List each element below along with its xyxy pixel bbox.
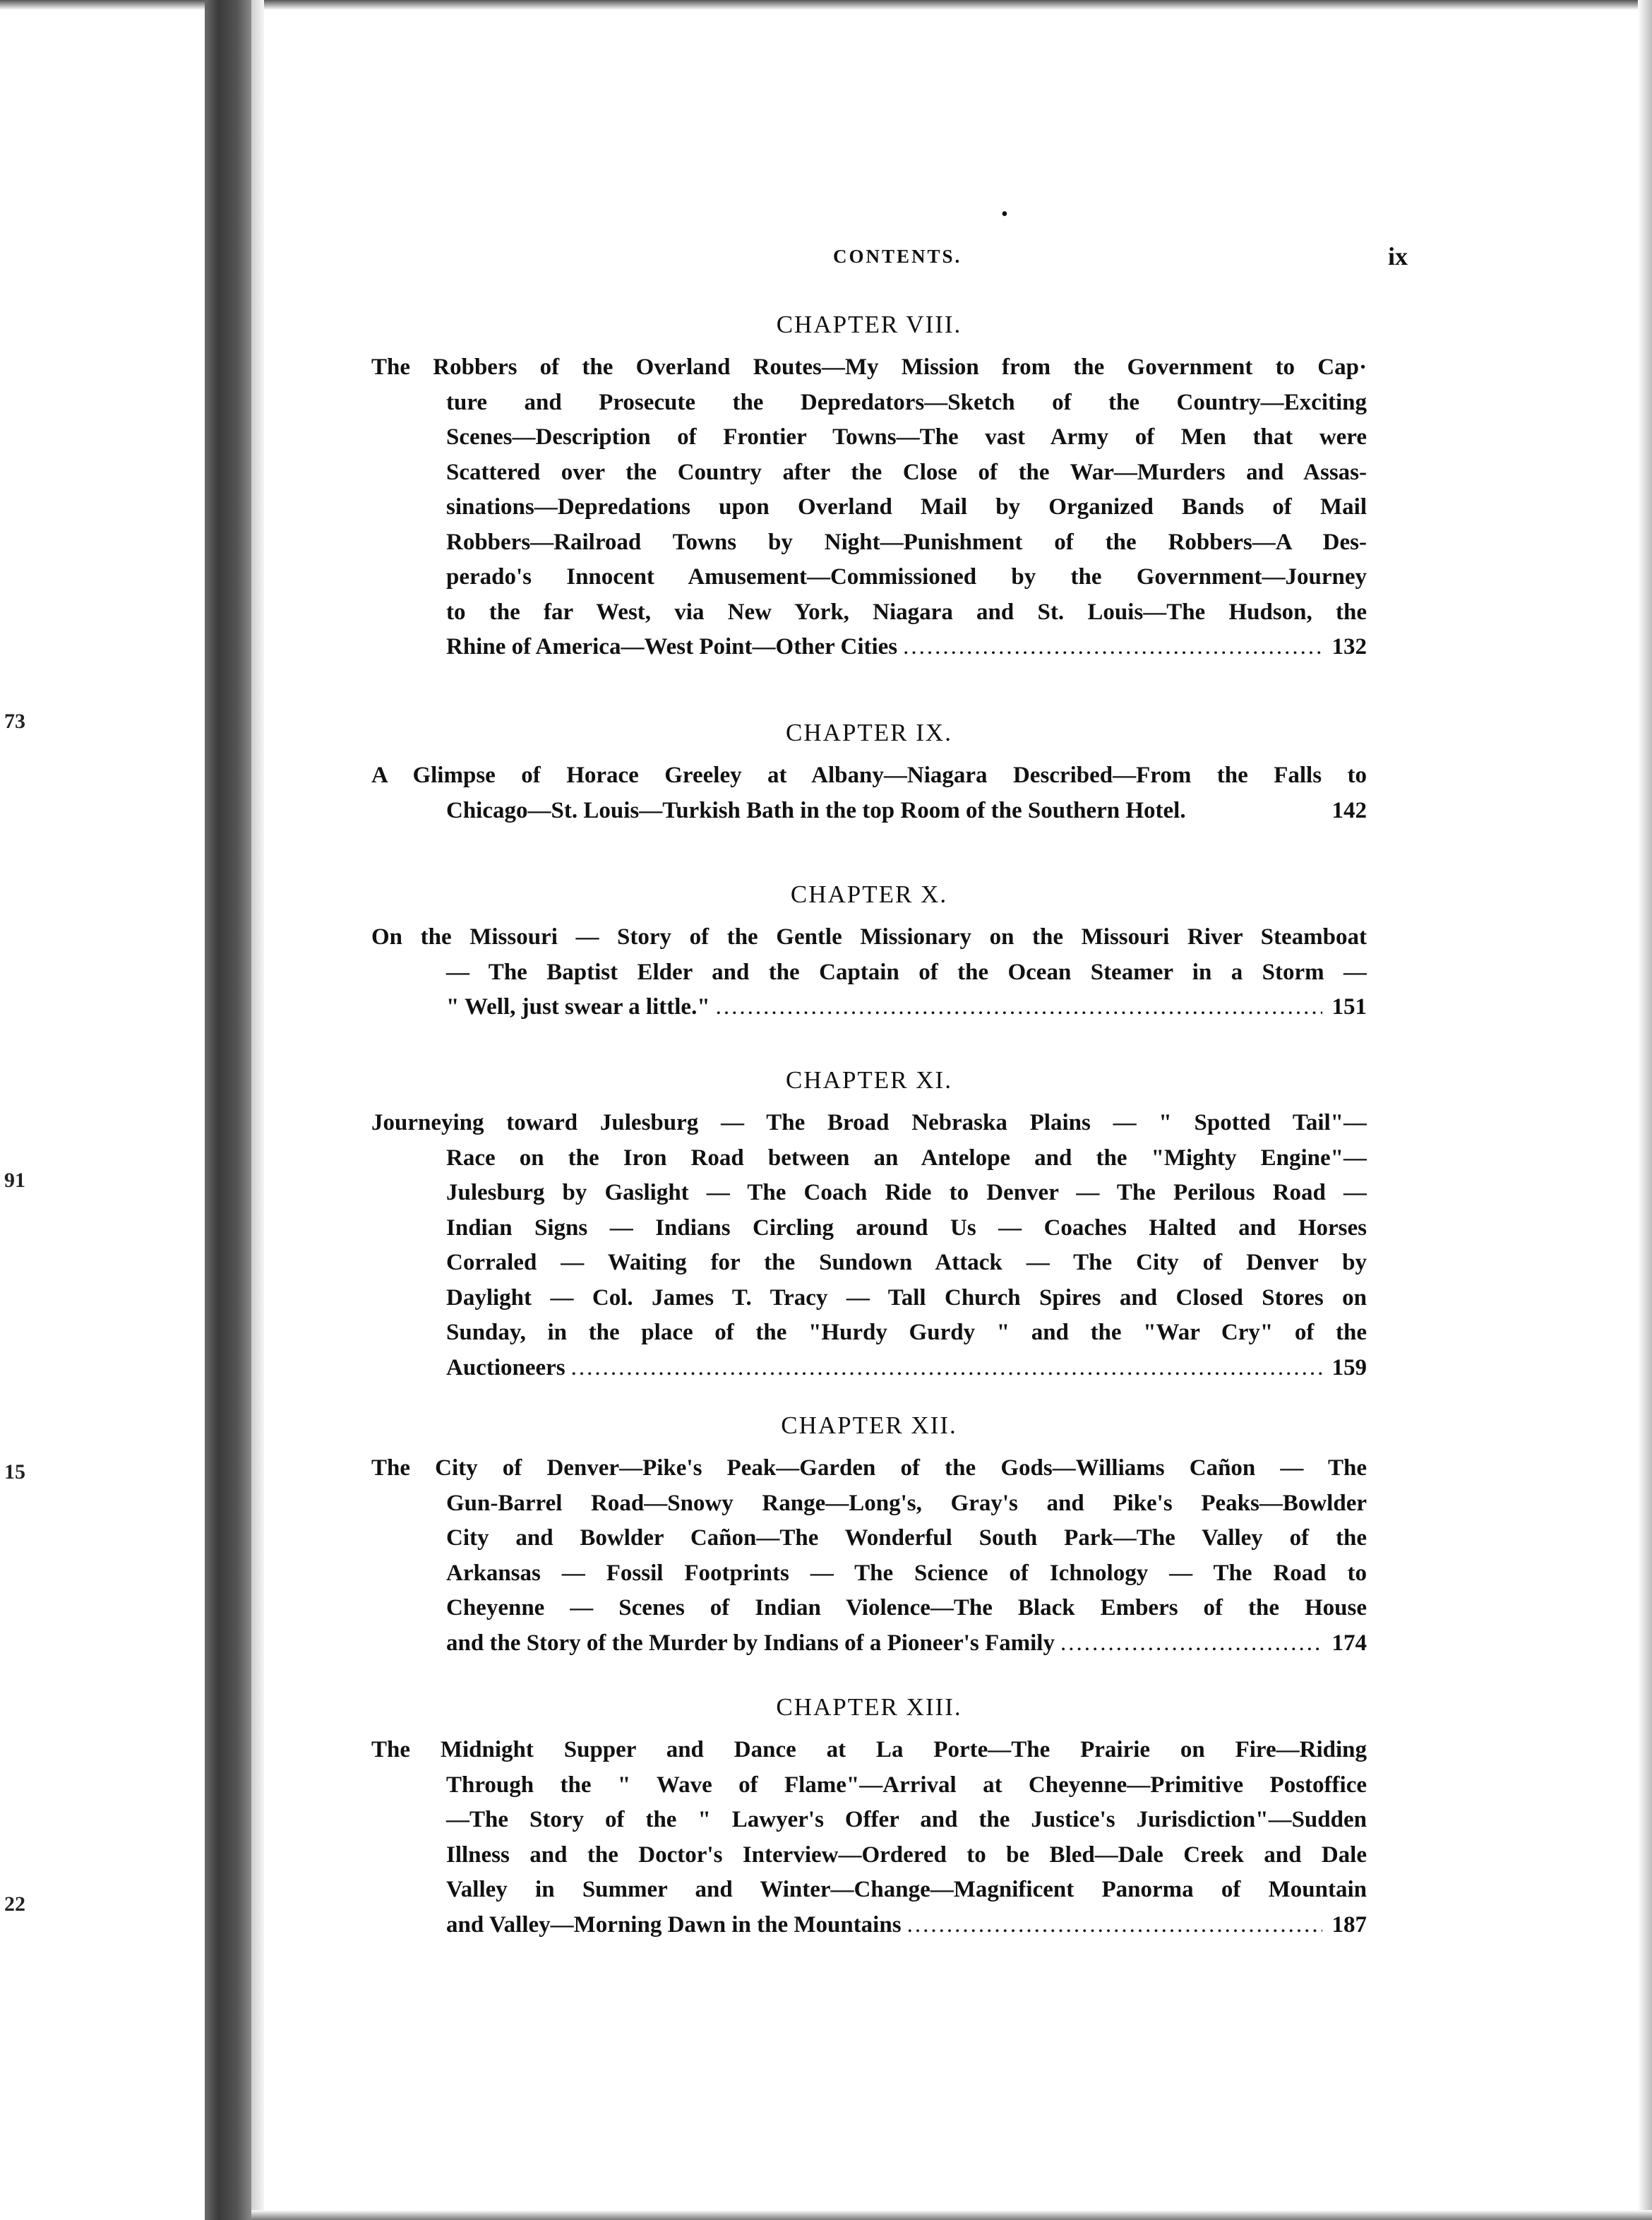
synopsis-line: City and Bowlder Cañon—The Wonderful South Park—The Valley of the	[446, 1525, 1367, 1551]
dot-leader	[907, 1908, 1322, 1943]
synopsis-last-line	[371, 1351, 1367, 1386]
synopsis-line: sinations—Depredations upon Overland Mail by Organized Bands of Mail	[446, 494, 1367, 520]
page-number: 151	[1331, 994, 1367, 1020]
chapter-entry	[371, 719, 1367, 828]
spine-edge	[251, 0, 264, 2220]
chapter-synopsis	[371, 920, 1367, 1025]
chapter-entry	[371, 1066, 1367, 1385]
synopsis-line-text: Chicago—St. Louis—Turkish Bath in the top Room of the Southern Hotel.	[446, 797, 1186, 823]
page-number: 174	[1331, 1630, 1367, 1656]
left-page-number: 73	[4, 710, 25, 733]
left-page-fragment	[0, 0, 205, 2220]
synopsis-line: Robbers—Railroad Towns by Night—Punishment of the Robbers—A Des-	[446, 529, 1367, 555]
synopsis-last-line	[371, 990, 1367, 1025]
dot-leader	[903, 630, 1322, 665]
page-number: 132	[1331, 634, 1367, 660]
synopsis-line: ture and Prosecute the Depredators—Sketch of the Country—Exciting	[446, 389, 1367, 415]
chapter-synopsis	[371, 1733, 1367, 1942]
synopsis-line-text: and Valley—Morning Dawn in the Mountains	[446, 1911, 902, 1938]
chapter-entry	[371, 311, 1367, 665]
synopsis-line: Journeying toward Julesburg — The Broad Nebraska Plains — " Spotted Tail"—	[371, 1110, 1367, 1135]
chapter-entry	[371, 1412, 1367, 1661]
dot-leader	[1060, 1626, 1322, 1661]
chapter-title: CHAPTER X.	[790, 881, 948, 908]
synopsis-line: Valley in Summer and Winter—Change—Magnificent Panorma of Mountain	[446, 1877, 1367, 1902]
synopsis-last-line	[371, 794, 1367, 829]
synopsis-line: Race on the Iron Road between an Antelope and the "Mighty Engine"—	[446, 1145, 1367, 1171]
ink-speck: •	[1001, 203, 1008, 225]
synopsis-line-text: and the Story of the Murder by Indians of a Pioneer's Family	[446, 1630, 1055, 1656]
synopsis-line: Arkansas — Fossil Footprints — The Science of Ichnology — The Road to	[446, 1560, 1367, 1586]
left-page-number: 91	[4, 1169, 25, 1192]
synopsis-line: Sunday, in the place of the "Hurdy Gurdy " and the "War Cry" of the	[446, 1320, 1367, 1345]
chapter-synopsis	[371, 1451, 1367, 1661]
synopsis-line: perado's Innocent Amusement—Commissioned by the Government—Journey	[446, 564, 1367, 590]
synopsis-line-text: Rhine of America—West Point—Other Cities	[446, 634, 898, 660]
synopsis-line: The Midnight Supper and Dance at La Porte—The Prairie on Fire—Riding	[371, 1737, 1367, 1762]
page-number: 142	[1331, 797, 1367, 823]
page-number: 187	[1331, 1911, 1367, 1938]
synopsis-line: Corraled — Waiting for the Sundown Attack — The City of Denver by	[446, 1250, 1367, 1275]
left-page-number: 15	[4, 1460, 25, 1484]
synopsis-line: On the Missouri — Story of the Gentle Missionary on the Missouri River Steamboat	[371, 924, 1367, 950]
synopsis-line: — The Baptist Elder and the Captain of the Ocean Steamer in a Storm —	[446, 959, 1367, 985]
chapter-synopsis	[371, 758, 1367, 828]
synopsis-line: Gun-Barrel Road—Snowy Range—Long's, Gray's and Pike's Peaks—Bowlder	[446, 1490, 1367, 1516]
synopsis-line: Indian Signs — Indians Circling around Us — Coaches Halted and Horses	[446, 1215, 1367, 1241]
synopsis-line: —The Story of the " Lawyer's Offer and the Justice's Jurisdiction"—Sudden	[446, 1807, 1367, 1832]
synopsis-last-line	[371, 1626, 1367, 1661]
chapter-synopsis	[371, 1106, 1367, 1385]
running-head: CONTENTS.	[833, 246, 962, 267]
synopsis-line: Through the " Wave of Flame"—Arrival at Cheyenne—Primitive Postoffice	[446, 1772, 1367, 1798]
chapter-title: CHAPTER XI.	[786, 1066, 952, 1094]
synopsis-last-line	[371, 630, 1367, 665]
chapter-title: CHAPTER XII.	[781, 1412, 957, 1439]
synopsis-line: Julesburg by Gaslight — The Coach Ride to Denver — The Perilous Road —	[446, 1180, 1367, 1205]
chapter-entry	[371, 881, 1367, 1025]
synopsis-line: Illness and the Doctor's Interview—Ordered to be Bled—Dale Creek and Dale	[446, 1842, 1367, 1868]
bottom-shadow	[251, 2210, 1652, 2220]
chapter-synopsis	[371, 350, 1367, 665]
page-edge-shadow	[1638, 0, 1652, 2220]
page-folio: ix	[1388, 242, 1408, 270]
synopsis-line: to the far West, via New York, Niagara and St. Louis—The Hudson, the	[446, 599, 1367, 625]
chapter-entry	[371, 1693, 1367, 1942]
synopsis-line: The City of Denver—Pike's Peak—Garden of the Gods—Williams Cañon — The	[371, 1455, 1367, 1481]
synopsis-line: Cheyenne — Scenes of Indian Violence—The Black Embers of the House	[446, 1595, 1367, 1621]
synopsis-line: Scenes—Description of Frontier Towns—The vast Army of Men that were	[446, 424, 1367, 450]
synopsis-line: The Robbers of the Overland Routes—My Mission from the Government to Cap·	[371, 354, 1367, 380]
book-spine	[205, 0, 251, 2220]
synopsis-last-line	[371, 1908, 1367, 1943]
chapter-title: CHAPTER XIII.	[776, 1693, 962, 1721]
chapter-title: CHAPTER IX.	[786, 719, 952, 746]
synopsis-line: Scattered over the Country after the Close of the War—Murders and Assas-	[446, 459, 1367, 485]
left-page-number: 22	[4, 1892, 25, 1916]
synopsis-line-text: " Well, just swear a little."	[446, 994, 710, 1020]
synopsis-line: A Glimpse of Horace Greeley at Albany—Niagara Described—From the Falls to	[371, 763, 1367, 788]
dot-leader	[716, 990, 1322, 1025]
synopsis-line: Daylight — Col. James T. Tracy — Tall Church Spires and Closed Stores on	[446, 1284, 1367, 1311]
chapter-title: CHAPTER VIII.	[776, 311, 962, 338]
synopsis-line-text: Auctioneers	[446, 1354, 565, 1380]
dot-leader	[571, 1351, 1322, 1386]
page-number: 159	[1331, 1354, 1367, 1380]
